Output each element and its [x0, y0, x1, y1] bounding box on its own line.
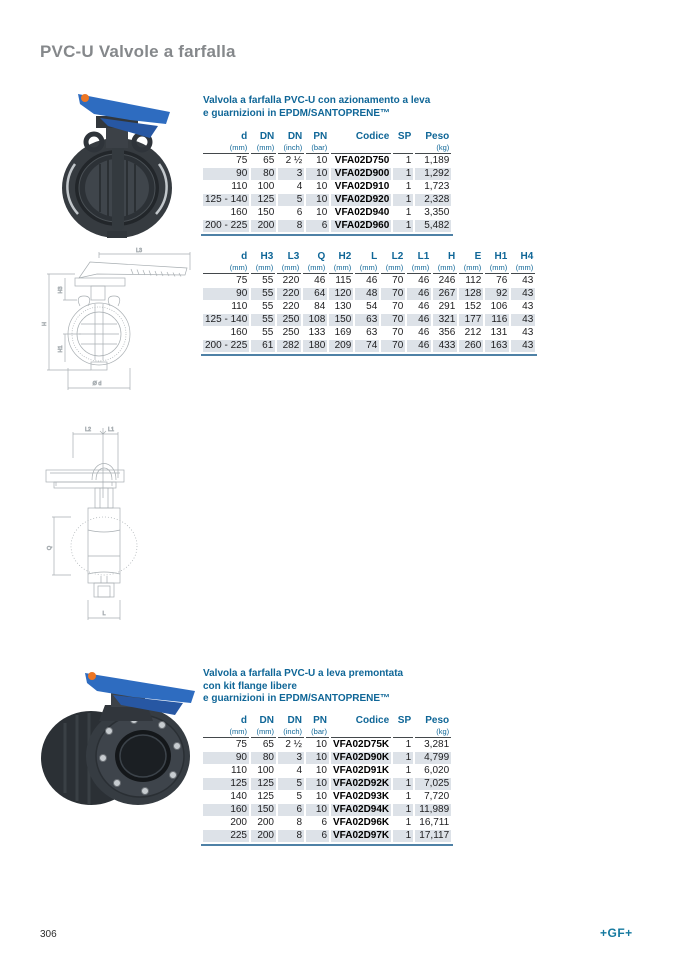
cell: 1 [393, 830, 413, 842]
cell: 2 ½ [285, 739, 302, 750]
cell: 1 [393, 752, 413, 764]
unit-label: (mm) [511, 263, 535, 274]
dim-label: H [42, 322, 48, 326]
cell: 8 [278, 830, 304, 842]
unit-label: (mm) [203, 727, 249, 738]
table-row [203, 275, 535, 287]
table-row [203, 181, 451, 193]
cell: 1 [393, 168, 413, 180]
cell: 70 [381, 314, 405, 326]
unit-label: (mm) [277, 263, 301, 274]
cell: 46 [407, 340, 431, 352]
column-header: H1 [494, 251, 508, 262]
cell: 10 [316, 207, 328, 218]
cell: 7,720 [424, 791, 450, 802]
cell: 140 [230, 791, 247, 802]
cell: 65 [263, 155, 275, 166]
cell: 321 [433, 314, 457, 326]
table-row [203, 791, 451, 803]
table-row [203, 765, 451, 777]
premounted-valve-table-wrap [201, 714, 453, 846]
cell: 110 [231, 301, 248, 312]
cell: VFA02D940 [334, 207, 390, 218]
table-row [203, 301, 535, 313]
unit-label: (mm) [251, 727, 276, 738]
cell: 1 [405, 791, 412, 802]
cell: 11,989 [415, 804, 451, 816]
cell: 125 [251, 194, 276, 206]
table-row [203, 288, 535, 300]
column-header: Q [317, 251, 326, 262]
cell: 160 [230, 327, 248, 338]
unit-label [331, 727, 391, 738]
cell: 180 [303, 340, 327, 352]
table-row [203, 340, 535, 352]
cell: 433 [433, 340, 457, 352]
cell: 128 [459, 288, 483, 300]
cell: 10 [306, 168, 329, 180]
cell: 7,025 [415, 778, 451, 790]
cell: 3,350 [424, 207, 450, 218]
cell: 116 [485, 314, 509, 326]
cell: 4 [296, 181, 303, 192]
column-header: H2 [338, 251, 352, 262]
unit-label [331, 143, 391, 154]
column-header: H4 [520, 251, 534, 262]
cell: VFA02D94K [333, 804, 390, 815]
table-row [203, 155, 451, 167]
cell: 43 [522, 301, 534, 312]
cell: 10 [315, 765, 327, 776]
table-units-row [203, 263, 535, 274]
cell: 177 [459, 314, 483, 326]
cell: 64 [303, 288, 327, 300]
cell: 54 [366, 301, 378, 312]
cell: 75 [236, 155, 248, 166]
cell: 125 [203, 778, 249, 790]
cell: 70 [392, 275, 404, 286]
table-row [203, 830, 451, 842]
cell: VFA02D90K [333, 752, 390, 763]
table-units-row [203, 727, 451, 738]
cell: 246 [438, 275, 456, 286]
cell: 65 [262, 739, 274, 750]
cell: 75 [236, 275, 248, 286]
unit-label [393, 727, 413, 738]
table-row [203, 817, 451, 829]
cell: 200 [257, 817, 274, 828]
section-heading-premounted [203, 668, 523, 706]
cell: 46 [407, 314, 431, 326]
heading-line: e guarnizioni in EPDM/SANTOPRENE™ [203, 693, 391, 704]
cell: 209 [329, 340, 353, 352]
unit-label: (mm) [381, 263, 405, 274]
cell: 90 [203, 752, 249, 764]
cell: VFA02D910 [334, 181, 390, 192]
column-header: Codice [355, 715, 390, 726]
cell: 16,711 [419, 817, 450, 828]
cell: 212 [464, 327, 482, 338]
cell: 5 [296, 791, 302, 802]
cell: 10 [306, 778, 329, 790]
cell: 70 [392, 327, 404, 338]
cell: 76 [496, 275, 508, 286]
cell: 43 [511, 340, 535, 352]
cell: 6 [278, 804, 304, 816]
technical-drawing-front [35, 244, 197, 396]
column-header: L [371, 251, 378, 262]
valve-photo-lever [42, 86, 197, 238]
unit-label: (inch) [278, 727, 304, 738]
column-header: Codice [355, 131, 390, 142]
page-number: 306 [40, 929, 57, 940]
column-header: d [240, 715, 247, 726]
cell: 133 [308, 327, 326, 338]
premounted-valve-table [201, 714, 453, 843]
cell: 1 [405, 181, 412, 192]
unit-label: (kg) [415, 727, 451, 738]
cell: 150 [329, 314, 353, 326]
cell: 90 [203, 168, 249, 180]
unit-label: (kg) [415, 143, 451, 154]
cell: 48 [355, 288, 379, 300]
cell: 250 [277, 314, 301, 326]
cell: 250 [282, 327, 300, 338]
technical-drawing-side [42, 418, 202, 628]
cell: 160 [203, 804, 249, 816]
cell: 108 [303, 314, 327, 326]
cell: 46 [418, 327, 430, 338]
cell: 84 [314, 301, 326, 312]
lever-valve-table-wrap [201, 130, 453, 236]
cell: 115 [335, 275, 352, 286]
cell: 110 [231, 765, 247, 776]
unit-label [393, 143, 413, 154]
unit-label: (mm) [303, 263, 327, 274]
column-header: H3 [260, 251, 274, 262]
cell: 90 [203, 288, 249, 300]
cell: 5 [278, 778, 304, 790]
unit-label: (mm) [329, 263, 353, 274]
cell: VFA02D960 [331, 220, 391, 232]
cell: 8 [296, 817, 302, 828]
cell: 225 [203, 830, 249, 842]
unit-label: (mm) [355, 263, 379, 274]
cell: 100 [257, 765, 274, 776]
cell: VFA02D750 [334, 155, 390, 166]
cell: 1 [405, 739, 412, 750]
cell: 46 [407, 288, 431, 300]
gf-logo: +GF+ [600, 926, 633, 940]
cell: 46 [418, 275, 430, 286]
lever-button [81, 94, 89, 102]
cell: 1 [393, 778, 413, 790]
cell: 10 [306, 194, 329, 206]
table-endline [201, 844, 453, 846]
cell: 70 [381, 340, 405, 352]
cell: VFA02D920 [331, 194, 391, 206]
column-header: SP [397, 715, 412, 726]
unit-label: (mm) [407, 263, 431, 274]
page-title: PVC-U Valvole a farfalla [40, 42, 236, 61]
dim-label: H1 [58, 345, 64, 353]
cell: 6 [306, 830, 329, 842]
cell: VFA02D96K [333, 817, 390, 828]
cell: 200 [251, 220, 276, 232]
cell: 1,723 [424, 181, 450, 192]
cell: 5 [278, 194, 304, 206]
dim-label: H3 [58, 286, 64, 294]
cell: 43 [522, 327, 534, 338]
cell: 74 [355, 340, 379, 352]
cell: 55 [262, 275, 274, 286]
column-header: d [241, 131, 248, 142]
unit-label: (mm) [433, 263, 457, 274]
column-header: H [448, 251, 456, 262]
column-header: SP [397, 131, 412, 142]
cell: 10 [306, 752, 329, 764]
cell: 1 [393, 194, 413, 206]
cell: 55 [251, 314, 275, 326]
cell: VFA02D75K [333, 739, 390, 750]
cell: 200 [230, 817, 247, 828]
dimensions-table-wrap [201, 250, 537, 356]
column-header: DN [287, 715, 302, 726]
cell: 1 [405, 155, 412, 166]
cell: VFA02D900 [331, 168, 391, 180]
unit-label: (mm) [251, 143, 276, 154]
unit-label: (inch) [278, 143, 304, 154]
table-endline [201, 354, 537, 356]
unit-label: (mm) [251, 263, 275, 274]
column-header: Peso [425, 131, 450, 142]
cell: 46 [418, 301, 430, 312]
lever-button [88, 672, 96, 680]
cell: VFA02D97K [333, 830, 390, 841]
cell: 260 [459, 340, 483, 352]
column-header: DN [259, 131, 275, 142]
cell: 4 [296, 765, 302, 776]
cell: VFA02D91K [333, 765, 390, 776]
cell: 63 [355, 314, 379, 326]
heading-line: e guarnizioni in EPDM/SANTOPRENE™ [203, 107, 391, 119]
column-header: DN [259, 715, 274, 726]
cell: 1 [393, 220, 413, 232]
column-header: PN [313, 715, 327, 726]
cell: 125 - 140 [205, 314, 248, 325]
cell: 130 [334, 301, 352, 312]
table-row [203, 314, 535, 326]
cell: 5,482 [415, 220, 451, 232]
cell: 131 [490, 327, 508, 338]
cell: 200 - 225 [205, 340, 248, 351]
cell: 6 [321, 817, 327, 828]
cell: 80 [251, 168, 276, 180]
table-header-row [203, 715, 451, 726]
cell: 169 [334, 327, 352, 338]
table-header-row [203, 131, 451, 142]
cell: 291 [438, 301, 456, 312]
heading-line: con kit flange libere [203, 680, 297, 692]
cell: 106 [490, 301, 508, 312]
dim-label: Q [47, 545, 53, 551]
cell: 4,799 [415, 752, 451, 764]
cell: 92 [485, 288, 509, 300]
cell: 46 [366, 275, 378, 286]
cell: 3 [278, 752, 304, 764]
cell: 110 [231, 181, 248, 192]
cell: 282 [277, 340, 301, 352]
cell: 43 [511, 314, 535, 326]
cell: 43 [511, 288, 535, 300]
table-row [203, 220, 451, 232]
cell: 100 [257, 181, 275, 192]
cell: 163 [485, 340, 509, 352]
cell: 10 [316, 181, 328, 192]
valve-photo-flanged [35, 663, 203, 813]
unit-label: (mm) [485, 263, 509, 274]
cell: 160 [230, 207, 248, 218]
unit-label: (bar) [306, 143, 329, 154]
cell: 10 [316, 155, 328, 166]
cell: 1 [405, 817, 412, 828]
cell: 55 [251, 288, 275, 300]
cell: 120 [329, 288, 353, 300]
cell: 1 [405, 207, 412, 218]
cell: 46 [314, 275, 326, 286]
cell: VFA02D92K [333, 778, 390, 789]
cell: 152 [464, 301, 482, 312]
cell: 61 [251, 340, 275, 352]
table-row [203, 207, 451, 219]
column-header: PN [313, 131, 328, 142]
heading-line: Valvola a farfalla PVC-U con azionamento a leva [203, 95, 431, 106]
column-header: E [474, 251, 482, 262]
unit-label: (mm) [203, 263, 249, 274]
dim-label: Ø d [92, 381, 102, 387]
cell: 150 [251, 804, 276, 816]
cell: 6 [296, 207, 303, 218]
table-row [203, 752, 451, 764]
cell: 356 [438, 327, 456, 338]
cell: 220 [282, 301, 300, 312]
dimensions-table [201, 250, 537, 353]
cell: 200 - 225 [205, 220, 248, 231]
cell: 17,117 [415, 830, 451, 842]
cell: 267 [433, 288, 457, 300]
table-row [203, 327, 535, 339]
table-endline [201, 234, 453, 236]
cell: 10 [315, 791, 327, 802]
cell: 220 [282, 275, 300, 286]
cell: 55 [262, 327, 274, 338]
table-units-row [203, 143, 451, 154]
section-heading-lever [203, 95, 523, 120]
dim-label: L1 [107, 427, 115, 433]
cell: 8 [278, 220, 304, 232]
cell: 70 [392, 301, 404, 312]
column-header: DN [287, 131, 303, 142]
unit-label: (bar) [306, 727, 329, 738]
cell: 125 [251, 778, 276, 790]
column-header: L2 [391, 251, 404, 262]
cell: 1,189 [424, 155, 450, 166]
cell: 43 [522, 275, 534, 286]
cell: 70 [381, 288, 405, 300]
dim-label: L2 [84, 427, 92, 433]
cell: 112 [465, 275, 482, 286]
table-row [203, 194, 451, 206]
cell: 3 [278, 168, 304, 180]
cell: 125 [257, 791, 274, 802]
cell: 200 [251, 830, 276, 842]
cell: 220 [277, 288, 301, 300]
cell: 63 [366, 327, 378, 338]
table-header-row [203, 251, 535, 262]
cell: 1 [405, 765, 412, 776]
dim-label: L3 [135, 248, 143, 254]
cell: 10 [315, 739, 327, 750]
table-row [203, 739, 451, 751]
cell: 10 [306, 804, 329, 816]
column-header: Peso [425, 715, 450, 726]
table-row [203, 168, 451, 180]
lever-valve-table [201, 130, 453, 233]
cell: 75 [235, 739, 247, 750]
column-header: L3 [287, 251, 300, 262]
table-row [203, 804, 451, 816]
cell: 55 [262, 301, 274, 312]
cell: 6 [306, 220, 329, 232]
cell: VFA02D93K [333, 791, 390, 802]
cell: 6,020 [424, 765, 450, 776]
cell: 1 [393, 804, 413, 816]
column-header: L1 [417, 251, 430, 262]
heading-line: Valvola a farfalla PVC-U a leva premontata [203, 668, 404, 679]
column-header: d [241, 251, 248, 262]
cell: 80 [251, 752, 276, 764]
unit-label: (mm) [459, 263, 483, 274]
dim-label: L [102, 611, 106, 617]
cell: 3,281 [424, 739, 450, 750]
cell: 150 [257, 207, 275, 218]
cell: 2 ½ [285, 155, 303, 166]
cell: 2,328 [415, 194, 451, 206]
unit-label: (mm) [203, 143, 249, 154]
table-row [203, 778, 451, 790]
cell: 1,292 [415, 168, 451, 180]
cell: 125 - 140 [205, 194, 248, 205]
